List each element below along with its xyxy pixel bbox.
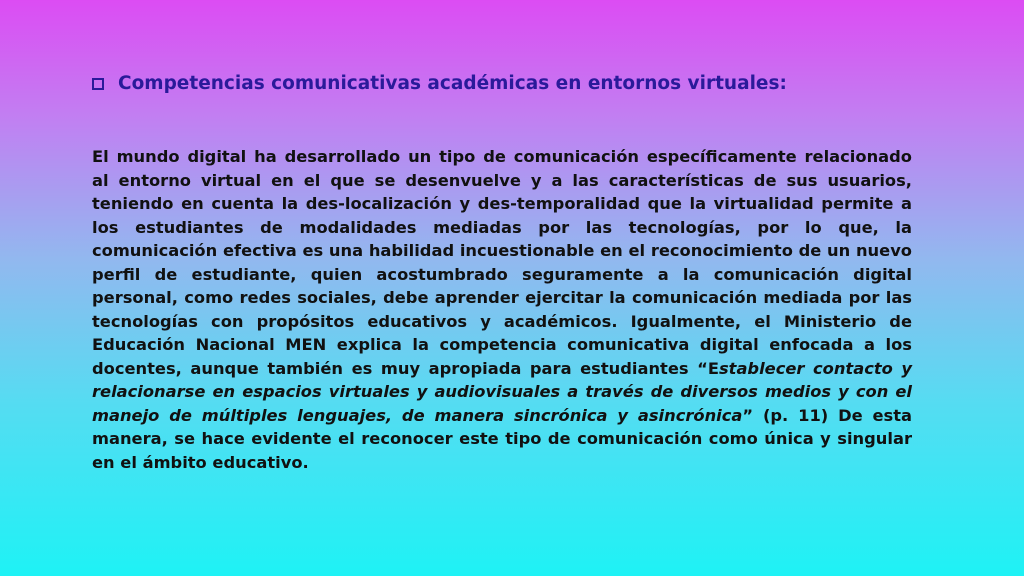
body-paragraph [92, 145, 912, 474]
heading-text: Competencias comunicativas académicas en entornos virtuales: [118, 73, 787, 94]
checkbox-bullet-icon [92, 78, 104, 90]
paragraph-quote-italic: stablecer contacto y relacionarse en espacios virtuales y audiovisuales a través de diversos medios y con el manejo de múltiples lenguajes, de manera sincrónica y asincrónica [92, 358, 912, 425]
slide-heading [92, 70, 952, 98]
paragraph-part-2: ” (p. 11) De esta manera, se hace evidente el reconocer este tipo de comunicación como única y singular en el ámbito educativo. [92, 405, 913, 472]
paragraph-part-1: El mundo digital ha desarrollado un tipo de comunicación específicamente relacionado al entorno virtual en el que se desenvuelve y a las características de sus usuarios, teniendo en cuenta la des-localización y des-temporalidad que la virtualidad permite a los estudiantes de modalidades mediadas por las tecnologías, por lo que, la comunicación efectiva es una habilidad incuestionable en el reconocimiento de un nuevo perfil de estudiante, quien acostumbrado seguramente a la comunicación digital personal, como redes sociales, debe aprender ejercitar la comunicación mediada por las tecnologías con propósitos educativos y académicos. Igualmente, el Ministerio de Educación Nacional MEN explica la competencia comunicativa digital enfocada a los docentes, aunque también es muy apropiada para estudiantes “E [92, 147, 912, 378]
